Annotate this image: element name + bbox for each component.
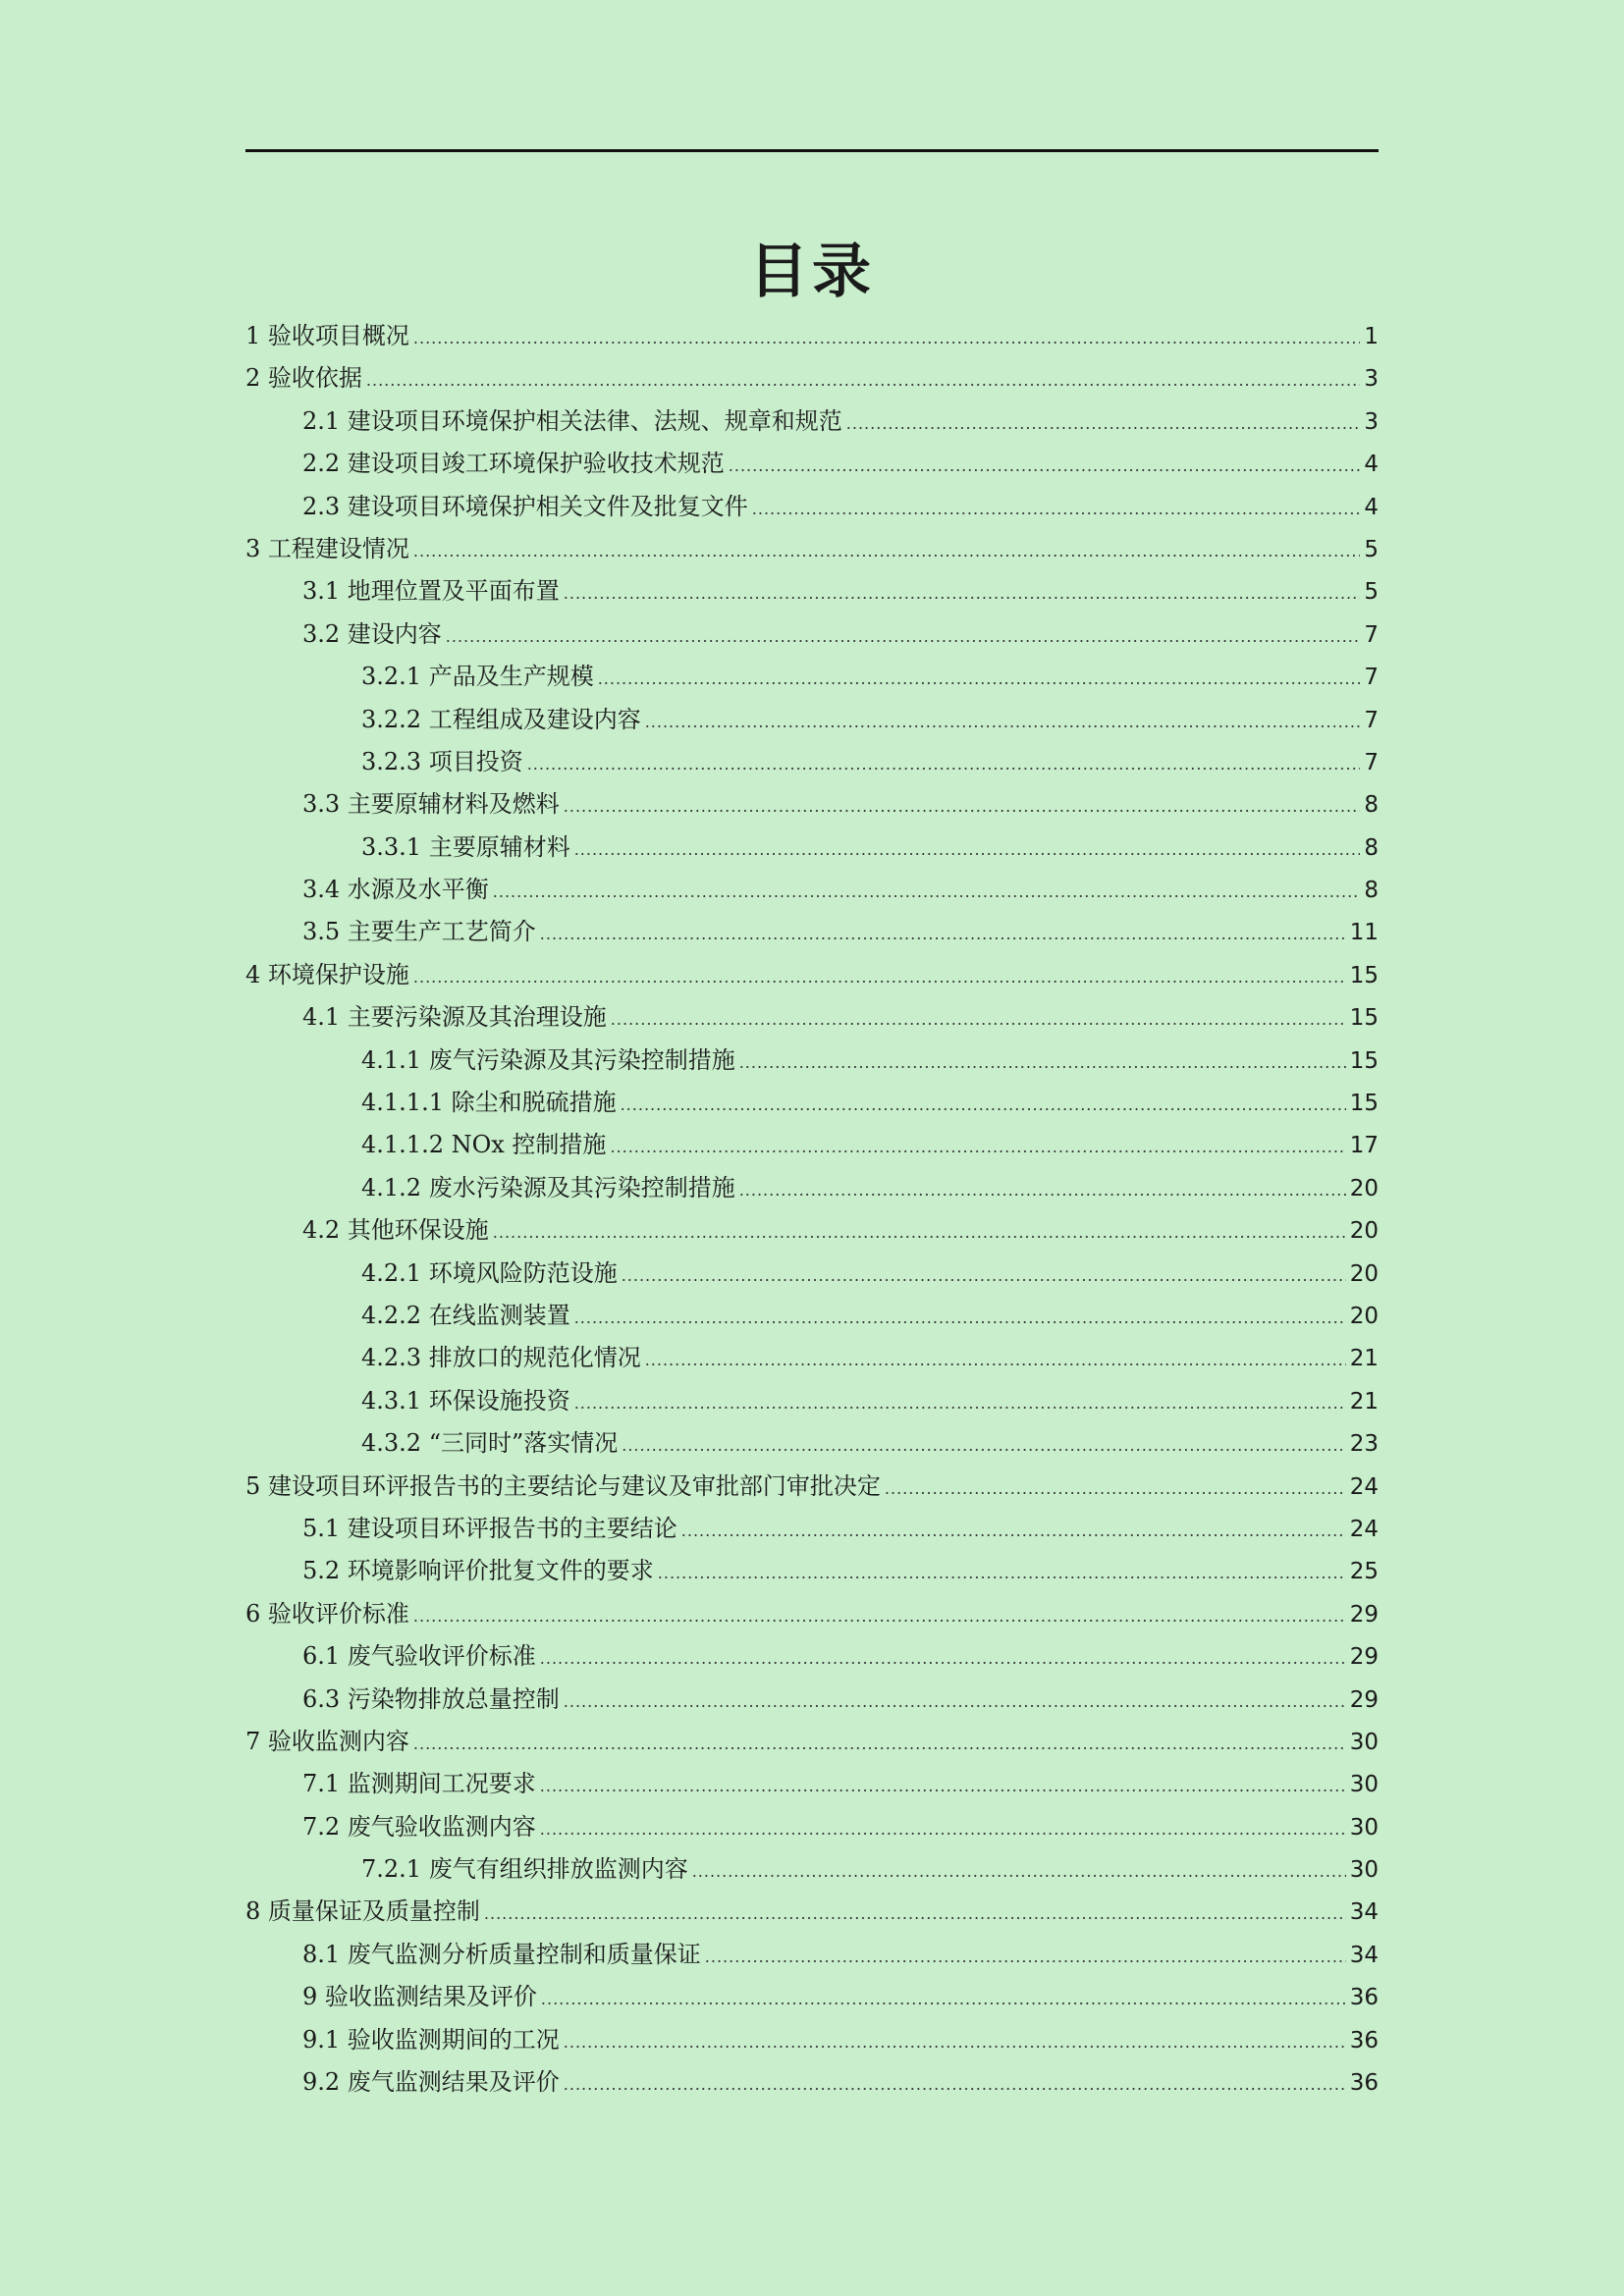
- page-title: 目录: [749, 238, 875, 306]
- toc-entry-label: 7 验收监测内容: [245, 1727, 409, 1755]
- toc-entry-page-number: 8: [1364, 878, 1379, 904]
- toc-entry-page-number: 8: [1364, 834, 1379, 861]
- toc-entry-label: 4.2.1 环境风险防范设施: [361, 1258, 618, 1287]
- toc-entry-page-number: 15: [1349, 962, 1379, 988]
- toc-entry[interactable]: [245, 783, 1379, 826]
- toc-dot-leader: [540, 1637, 1346, 1680]
- toc-entry-label: 5 建设项目环评报告书的主要结论与建议及审批部门审批决定: [245, 1471, 881, 1500]
- toc-entry-page-number: 7: [1364, 707, 1379, 733]
- toc-entry-label: 2.2 建设项目竣工环境保护验收技术规范: [302, 450, 725, 478]
- toc-dot-leader: [540, 913, 1346, 955]
- toc-dot-leader: [564, 2063, 1346, 2106]
- toc-entry-page-number: 20: [1349, 1260, 1379, 1287]
- toc-entry-page-number: 3: [1364, 408, 1379, 435]
- toc-entry-label: 4.2.2 在线监测装置: [361, 1301, 570, 1329]
- toc-entry[interactable]: [245, 443, 1379, 485]
- toc-dot-leader: [493, 1211, 1346, 1254]
- toc-dot-leader: [413, 1595, 1346, 1637]
- toc-dot-leader: [540, 1765, 1346, 1807]
- toc-entry-label: 4.3.1 环保设施投资: [361, 1386, 570, 1415]
- toc-dot-leader: [541, 1978, 1346, 2020]
- toc-entry-label: 3.5 主要生产工艺简介: [302, 918, 536, 946]
- toc-entry[interactable]: [245, 1209, 1379, 1252]
- toc-entry-label: 8.1 废气监测分析质量控制和质量保证: [302, 1940, 701, 1968]
- toc-entry-page-number: 7: [1364, 621, 1379, 648]
- toc-entry[interactable]: [245, 1124, 1379, 1166]
- toc-entry[interactable]: [245, 1295, 1379, 1337]
- toc-entry[interactable]: [245, 1934, 1379, 1976]
- toc-entry-label: 5.2 环境影响评价批复文件的要求: [302, 1557, 654, 1585]
- toc-entry-page-number: 15: [1349, 1047, 1379, 1074]
- toc-entry[interactable]: [245, 996, 1379, 1039]
- toc-entry[interactable]: [245, 741, 1379, 783]
- header-rule: [245, 149, 1379, 152]
- toc-entry-page-number: 20: [1349, 1175, 1379, 1201]
- toc-entry[interactable]: [245, 954, 1379, 996]
- toc-entry-label: 4.1.1.1 除尘和脱硫措施: [361, 1089, 617, 1117]
- toc-entry-page-number: 29: [1349, 1601, 1379, 1628]
- toc-entry-page-number: 20: [1349, 1303, 1379, 1329]
- toc-entry[interactable]: [245, 1253, 1379, 1295]
- toc-entry-page-number: 17: [1349, 1133, 1379, 1159]
- toc-entry[interactable]: [245, 357, 1379, 400]
- toc-entry-label: 9.2 废气监测结果及评价: [302, 2068, 560, 2097]
- toc-dot-leader: [692, 1850, 1346, 1893]
- toc-dot-leader: [705, 1936, 1346, 1978]
- toc-entry[interactable]: [245, 1082, 1379, 1124]
- toc-entry-label: 3.3 主要原辅材料及燃料: [302, 790, 560, 819]
- toc-entry-label: 8 质量保证及质量控制: [245, 1897, 480, 1926]
- toc-entry-page-number: 30: [1349, 1814, 1379, 1841]
- toc-entry-page-number: 24: [1349, 1516, 1379, 1542]
- toc-entry-page-number: 25: [1349, 1559, 1379, 1585]
- toc-entry-label: 2.1 建设项目环境保护相关法律、法规、规章和规范: [302, 406, 842, 435]
- toc-entry[interactable]: [245, 1806, 1379, 1848]
- toc-entry-label: 2 验收依据: [245, 364, 362, 393]
- toc-entry-label: 4.1.2 废水污染源及其污染控制措施: [361, 1173, 735, 1201]
- toc-entry-page-number: 24: [1349, 1473, 1379, 1500]
- toc-dot-leader: [574, 1297, 1346, 1339]
- toc-entry-page-number: 20: [1349, 1218, 1379, 1245]
- toc-entry-label: 3.2.2 工程组成及建设内容: [361, 705, 641, 733]
- toc-entry[interactable]: [245, 1593, 1379, 1635]
- toc-entry[interactable]: [245, 911, 1379, 953]
- toc-entry-page-number: 15: [1349, 1005, 1379, 1032]
- toc-entry-label: 4.3.2 “三同时”落实情况: [361, 1429, 619, 1458]
- toc-dot-leader: [527, 743, 1361, 785]
- toc-entry[interactable]: [245, 827, 1379, 869]
- toc-entry-label: 4 环境保护设施: [245, 960, 409, 988]
- toc-dot-leader: [846, 402, 1361, 445]
- toc-entry-label: 4.1 主要污染源及其治理设施: [302, 1003, 607, 1032]
- toc-dot-leader: [413, 317, 1360, 359]
- toc-entry[interactable]: [245, 1167, 1379, 1209]
- toc-entry-page-number: 15: [1349, 1091, 1379, 1117]
- toc-dot-leader: [540, 1808, 1346, 1850]
- toc-entry-label: 9.1 验收监测期间的工况: [302, 2025, 560, 2054]
- toc-entry[interactable]: [245, 1891, 1379, 1933]
- toc-entry[interactable]: [245, 400, 1379, 443]
- toc-dot-leader: [645, 701, 1361, 743]
- toc-entry-label: 4.1.1 废气污染源及其污染控制措施: [361, 1045, 735, 1074]
- toc-entry-label: 4.1.1.2 NOx 控制措施: [361, 1131, 607, 1159]
- toc-entry-page-number: 7: [1364, 749, 1379, 775]
- toc-entry[interactable]: [245, 1040, 1379, 1082]
- toc-entry[interactable]: [245, 1848, 1379, 1891]
- toc-entry-page-number: 8: [1364, 792, 1379, 819]
- toc-entry[interactable]: [245, 614, 1379, 656]
- toc-entry-label: 5.1 建设项目环评报告书的主要结论: [302, 1514, 677, 1542]
- toc-entry-label: 2.3 建设项目环境保护相关文件及批复文件: [302, 492, 748, 520]
- toc-entry-page-number: 3: [1364, 366, 1379, 393]
- toc-entry-label: 3.1 地理位置及平面布置: [302, 577, 560, 606]
- toc-entry-page-number: 29: [1349, 1686, 1379, 1713]
- toc-entry-page-number: 36: [1349, 2027, 1379, 2054]
- toc-dot-leader: [574, 828, 1361, 871]
- toc-entry[interactable]: [245, 869, 1379, 911]
- toc-entry[interactable]: [245, 1635, 1379, 1678]
- toc-dot-leader: [658, 1552, 1346, 1594]
- toc-entry-label: 9 验收监测结果及评价: [302, 1983, 537, 2011]
- toc-entry-label: 1 验收项目概况: [245, 322, 409, 349]
- toc-entry-label: 6 验收评价标准: [245, 1599, 409, 1628]
- toc-entry-page-number: 5: [1364, 579, 1379, 606]
- toc-dot-leader: [484, 1893, 1346, 1935]
- toc-entry-page-number: 4: [1364, 494, 1379, 520]
- toc-dot-leader: [729, 445, 1361, 487]
- toc-entry[interactable]: [245, 1422, 1379, 1465]
- toc-entry[interactable]: [245, 1380, 1379, 1422]
- toc-entry-label: 3 工程建设情况: [245, 534, 409, 562]
- toc-entry-page-number: 7: [1364, 665, 1379, 691]
- toc-entry[interactable]: [245, 1763, 1379, 1805]
- toc-entry-page-number: 30: [1349, 1857, 1379, 1884]
- toc-entry[interactable]: [245, 315, 1379, 357]
- toc-entry-label: 6.1 废气验收评价标准: [302, 1642, 536, 1671]
- toc-entry-page-number: 11: [1349, 920, 1379, 946]
- toc-dot-leader: [564, 2021, 1346, 2063]
- toc-entry-label: 7.2 废气验收监测内容: [302, 1812, 536, 1841]
- toc-entry-label: 7.1 监测期间工况要求: [302, 1770, 536, 1798]
- toc-entry-label: 4.2.3 排放口的规范化情况: [361, 1344, 641, 1372]
- toc-entry-label: 4.2 其他环保设施: [302, 1216, 489, 1245]
- toc-dot-leader: [681, 1510, 1346, 1552]
- toc-dot-leader: [366, 359, 1360, 401]
- toc-entry-page-number: 21: [1349, 1346, 1379, 1372]
- toc-entry[interactable]: [245, 1550, 1379, 1592]
- toc-entry-page-number: 21: [1349, 1388, 1379, 1415]
- toc-entry[interactable]: [245, 1337, 1379, 1379]
- toc-dot-leader: [885, 1468, 1346, 1510]
- toc-entry[interactable]: [245, 528, 1379, 570]
- toc-entry-page-number: 34: [1349, 1899, 1379, 1926]
- toc-entry-label: 7.2.1 废气有组织排放监测内容: [361, 1855, 688, 1884]
- toc-dot-leader: [739, 1041, 1346, 1084]
- toc-entry[interactable]: [245, 1721, 1379, 1763]
- toc-entry-label: 3.2.3 项目投资: [361, 747, 523, 775]
- toc-entry[interactable]: [245, 699, 1379, 741]
- toc-dot-leader: [493, 871, 1361, 913]
- toc-dot-leader: [413, 956, 1346, 998]
- toc-dot-leader: [611, 998, 1346, 1041]
- toc-entry-page-number: 1: [1364, 324, 1379, 349]
- toc-entry[interactable]: [245, 1508, 1379, 1550]
- toc-dot-leader: [739, 1169, 1346, 1211]
- toc-dot-leader: [413, 1723, 1346, 1765]
- table-of-contents: [245, 315, 1379, 2104]
- toc-entry-page-number: 34: [1349, 1942, 1379, 1968]
- toc-dot-leader: [622, 1255, 1346, 1297]
- toc-dot-leader: [413, 530, 1360, 572]
- toc-entry-page-number: 29: [1349, 1644, 1379, 1671]
- toc-dot-leader: [598, 658, 1361, 700]
- toc-entry-label: 6.3 污染物排放总量控制: [302, 1684, 560, 1713]
- toc-entry-label: 3.4 水源及水平衡: [302, 876, 489, 904]
- toc-entry-label: 3.2 建设内容: [302, 619, 442, 648]
- toc-entry[interactable]: [245, 656, 1379, 698]
- toc-entry[interactable]: [245, 1976, 1379, 2018]
- toc-entry[interactable]: [245, 2061, 1379, 2104]
- toc-entry[interactable]: [245, 486, 1379, 528]
- toc-entry-page-number: 23: [1349, 1431, 1379, 1458]
- toc-dot-leader: [446, 615, 1361, 658]
- toc-entry-page-number: 5: [1364, 536, 1379, 562]
- toc-entry-label: 3.3.1 主要原辅材料: [361, 832, 570, 861]
- toc-dot-leader: [621, 1084, 1346, 1126]
- toc-entry-page-number: 30: [1349, 1772, 1379, 1798]
- toc-dot-leader: [752, 488, 1361, 530]
- toc-entry[interactable]: [245, 570, 1379, 613]
- toc-entry-page-number: 4: [1364, 452, 1379, 478]
- toc-dot-leader: [610, 1126, 1345, 1168]
- toc-entry[interactable]: [245, 1466, 1379, 1508]
- toc-dot-leader: [564, 1681, 1346, 1723]
- toc-entry[interactable]: [245, 1679, 1379, 1721]
- toc-dot-leader: [564, 572, 1361, 614]
- toc-entry-page-number: 30: [1349, 1729, 1379, 1755]
- toc-dot-leader: [645, 1339, 1346, 1381]
- toc-entry-page-number: 36: [1349, 1985, 1379, 2011]
- toc-dot-leader: [574, 1382, 1346, 1424]
- toc-dot-leader: [622, 1424, 1345, 1467]
- toc-dot-leader: [564, 785, 1361, 828]
- toc-entry-page-number: 36: [1349, 2070, 1379, 2097]
- toc-entry[interactable]: [245, 2019, 1379, 2061]
- toc-entry-label: 3.2.1 产品及生产规模: [361, 663, 594, 691]
